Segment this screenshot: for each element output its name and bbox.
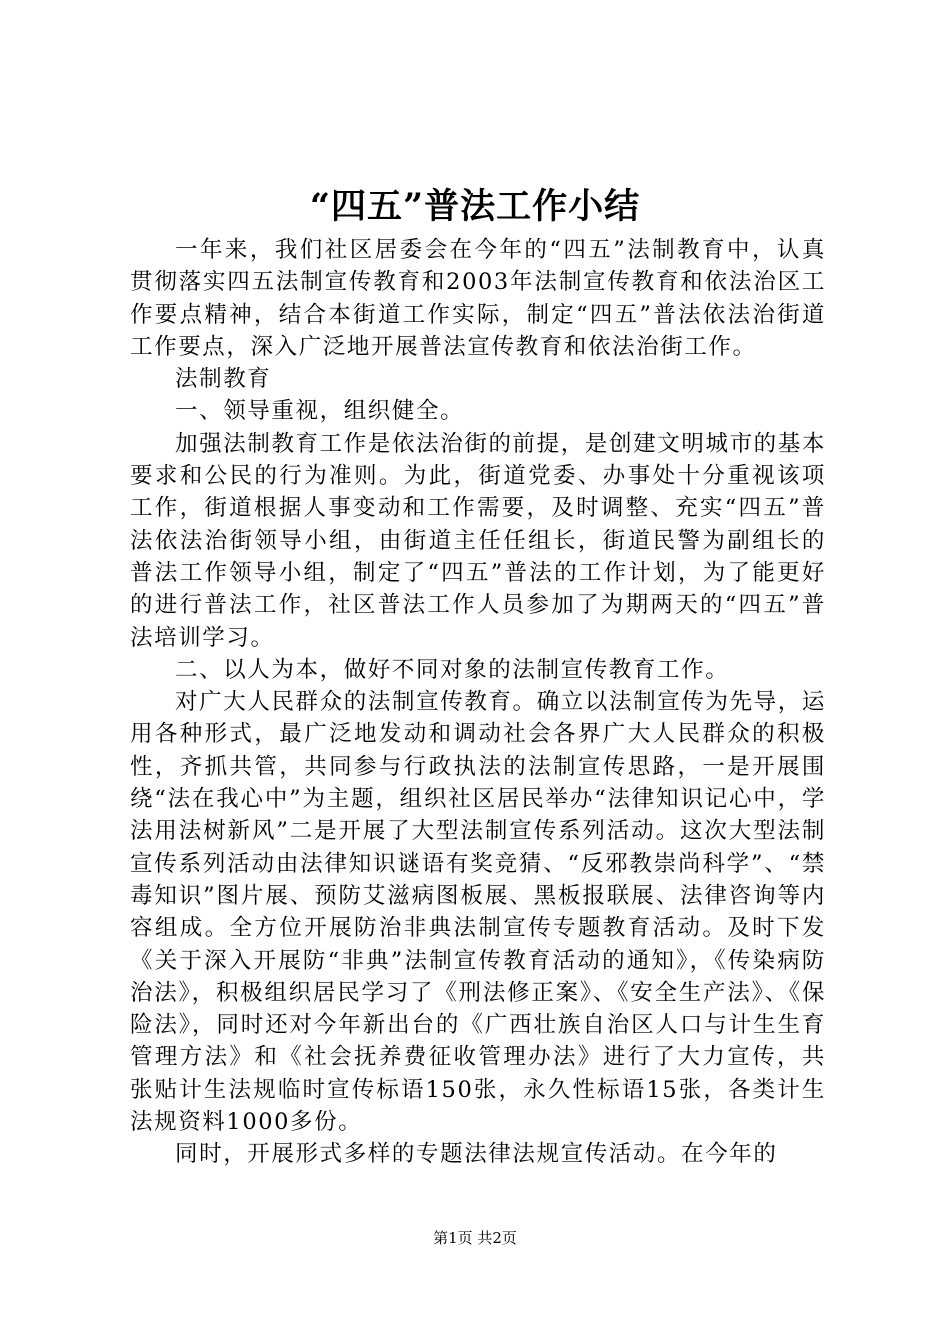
paragraph-special-campaigns: 同时，开展形式多样的专题法律法规宣传活动。在今年的 bbox=[175, 1141, 778, 1168]
paragraph-leadership: 加强法制教育工作是依法治街的前提，是创建文明城市的基本要求和公民的行为准则。为此，街道党委、办事处十分重视该项工作，街道根据人事变动和工作需要，及时调整、充实“四五”普法依法治街领导小组，由街道主任任组长，街道民警为副组长的普法工作领导小组，制定了“四五”普法的工作计划，为了能更好的进行普法工作，社区普法工作人员参加了为期两天的“四五”普法培训学习。 bbox=[130, 430, 826, 651]
page-footer: 第1页 共2页 bbox=[433, 1229, 517, 1247]
paragraph-public-education: 对广大人民群众的法制宣传教育。确立以法制宣传为先导，运用各种形式，最广泛地发动和调动社会各界广大人民群众的积极性，齐抓共管，共同参与行政执法的法制宣传思路，一是开展围绕“法在我心中”为主题，组织社区居民举办“法律知识记心中，学法用法树新风”二是开展了大型法制宣传系列活动。这次大型法制宣传系列活动由法律知识谜语有奖竞猜、“反邪教崇尚科学”、“禁毒知识”图片展、预防艾滋病图板展、黑板报联展、法律咨询等内容组成。全方位开展防治非典法制宣传专题教育活动。及时下发《关于深入开展防“非典”法制宣传教育活动的通知》，《传染病防治法》，积极组织居民学习了《刑法修正案》、《安全生产法》、《保险法》，同时还对今年新出台的《广西壮族自治区人口与计生生育管理方法》和《社会抚养费征收管理办法》进行了大力宣传，共张贴计生法规临时宣传标语150张，永久性标语15张，各类计生法规资料1000多份。 bbox=[130, 689, 826, 1136]
section-heading-legal-education: 法制教育 bbox=[175, 366, 272, 393]
subheading-leadership: 一、领导重视，组织健全。 bbox=[175, 398, 465, 425]
document-title: “四五”普法工作小结 bbox=[309, 186, 641, 227]
subheading-people-oriented: 二、以人为本，做好不同对象的法制宣传教育工作。 bbox=[175, 656, 730, 683]
document-body bbox=[130, 234, 826, 1171]
paragraph-intro: 一年来，我们社区居委会在今年的“四五”法制教育中，认真贯彻落实四五法制宣传教育和2003年法制宣传教育和依法治区工作要点精神，结合本街道工作实际，制定“四五”普法依法治街道工作要点，深入广泛地开展普法宣传教育和依法治街工作。 bbox=[130, 237, 826, 360]
